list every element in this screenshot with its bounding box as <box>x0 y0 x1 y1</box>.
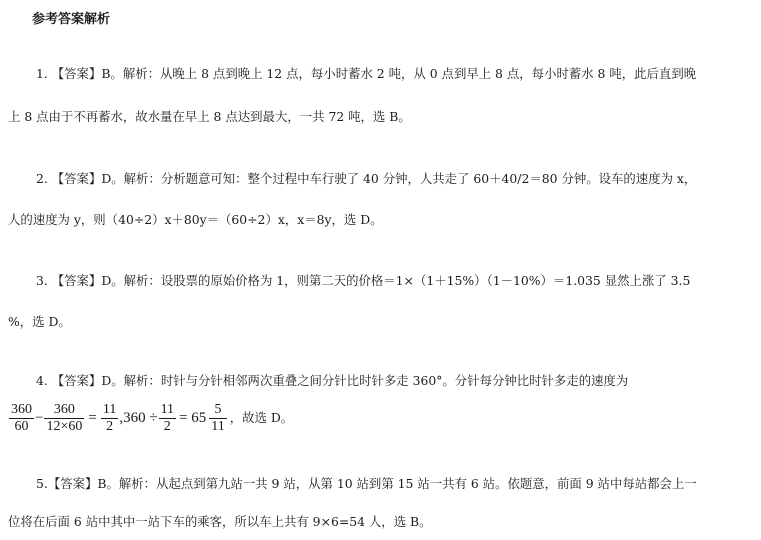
fraction-4-numerator: 11 <box>159 402 176 419</box>
q1-line-2: 上 8 点由于不再蓄水，故水量在早上 8 点达到最大，一共 72 吨，选 B。 <box>8 109 411 124</box>
fraction-2-numerator: 360 <box>44 402 84 419</box>
q2-line-1: 2. 【答案】D。解析：分析题意可知：整个过程中车行驶了 40 分钟，人共走了 60＋40/2＝80 分钟。设车的速度为 x， <box>36 171 697 186</box>
equals-mixed-integer: = 65 <box>179 410 207 427</box>
fraction-4-denominator: 2 <box>163 419 171 435</box>
q4-line-1: 4. 【答案】D。解析：时针与分针相邻两次重叠之间分针比时针多走 360°。分针每分钟比时针多走的速度为 <box>36 373 629 388</box>
q5-line-1: 5.【答案】B。解析：从起点到第九站一共 9 站，从第 10 站到第 15 站一共有 6 站。依题意，前面 9 站中每站都会上一 <box>36 476 697 491</box>
q3-line-1: 3. 【答案】D。解析：设股票的原始价格为 1，则第二天的价格＝1×（1＋15%）（1－10%）＝1.035 显然上涨了 3.5 <box>36 273 691 288</box>
page-title: 参考答案解析 <box>32 12 111 27</box>
fraction-1-denominator: 60 <box>14 419 29 435</box>
fraction-5 <box>209 402 226 435</box>
fraction-1-numerator: 360 <box>9 402 34 419</box>
equals-sign: = <box>88 410 97 427</box>
fraction-3-denominator: 2 <box>106 419 114 435</box>
fraction-4 <box>159 402 176 435</box>
q3-line-2: %，选 D。 <box>8 314 71 329</box>
q5-line-2: 位将在后面 6 站中其中一站下车的乘客，所以车上共有 9×6=54 人，选 B。 <box>8 514 432 529</box>
separator-text: ,360 ÷ <box>119 410 158 427</box>
fraction-5-numerator: 5 <box>209 402 226 419</box>
fraction-1 <box>9 402 34 435</box>
fraction-2-denominator: 12×60 <box>46 419 83 435</box>
fraction-3-numerator: 11 <box>101 402 118 419</box>
minus-sign: − <box>35 410 44 427</box>
fraction-3 <box>101 402 118 435</box>
fraction-2 <box>44 402 84 435</box>
q2-line-2: 人的速度为 y，则（40÷2）x＋80y＝（60÷2）x，x＝8y，选 D。 <box>8 212 383 227</box>
fraction-5-denominator: 11 <box>211 419 225 435</box>
q4-equation <box>8 402 293 435</box>
q4-tail: ，故选 D。 <box>229 410 294 426</box>
q1-line-1: 1. 【答案】B。解析：从晚上 8 点到晚上 12 点，每小时蓄水 2 吨，从 0 点到早上 8 点，每小时蓄水 8 吨，此后直到晚 <box>36 66 697 81</box>
